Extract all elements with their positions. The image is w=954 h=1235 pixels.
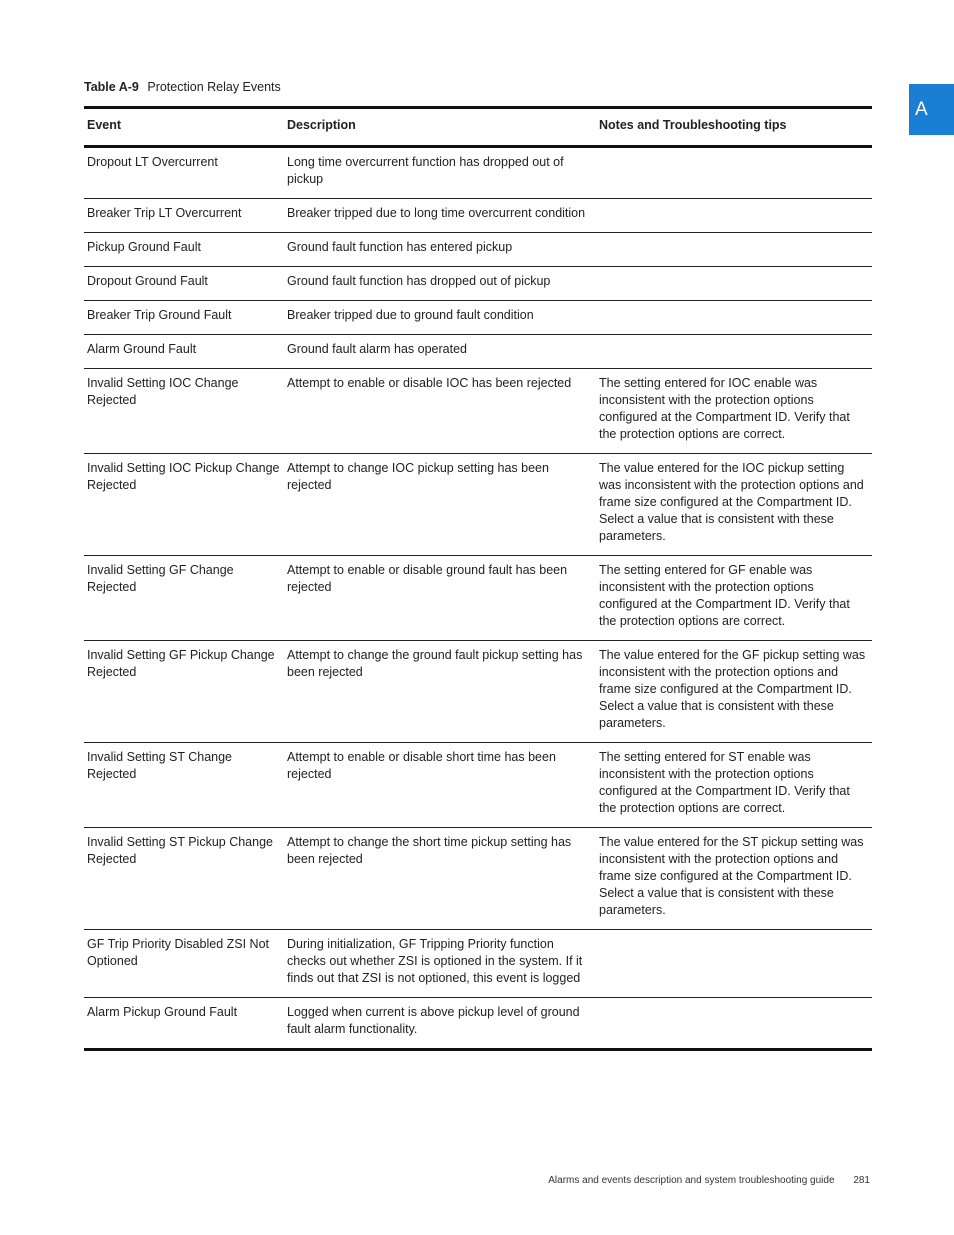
event-cell: Breaker Trip LT Overcurrent xyxy=(84,199,284,233)
notes-cell xyxy=(596,233,872,267)
event-cell: Invalid Setting ST Pickup Change Rejected xyxy=(84,828,284,930)
table-body xyxy=(84,147,872,1050)
table-header xyxy=(84,108,872,147)
description-cell: During initialization, GF Tripping Priority function checks out whether ZSI is optioned in the system. If it finds out that ZSI is not optioned, this event is logged xyxy=(284,930,596,998)
table-header-row xyxy=(84,108,872,147)
protection-relay-events-table xyxy=(84,106,872,1051)
event-cell: Invalid Setting IOC Change Rejected xyxy=(84,369,284,454)
event-cell: Invalid Setting IOC Pickup Change Rejected xyxy=(84,454,284,556)
notes-cell xyxy=(596,335,872,369)
description-cell: Attempt to change the short time pickup setting has been rejected xyxy=(284,828,596,930)
table-caption-title: Protection Relay Events xyxy=(147,80,281,94)
notes-cell xyxy=(596,147,872,199)
column-header-event: Event xyxy=(84,108,284,147)
notes-cell: The value entered for the GF pickup setting was inconsistent with the protection options and frame size configured at the Compartment ID. Select a value that is consistent with these parameters. xyxy=(596,641,872,743)
event-cell: Pickup Ground Fault xyxy=(84,233,284,267)
table-row xyxy=(84,641,872,743)
table-row xyxy=(84,233,872,267)
notes-cell: The setting entered for ST enable was inconsistent with the protection options configured at the Compartment ID. Verify that the protection options are correct. xyxy=(596,743,872,828)
table-row xyxy=(84,556,872,641)
column-header-notes: Notes and Troubleshooting tips xyxy=(596,108,872,147)
table-caption xyxy=(84,80,281,94)
table-caption-label: Table A-9 xyxy=(84,80,139,94)
event-cell: Dropout LT Overcurrent xyxy=(84,147,284,199)
table-row xyxy=(84,828,872,930)
appendix-tab-letter: A xyxy=(915,99,928,120)
notes-cell: The value entered for the ST pickup setting was inconsistent with the protection options and frame size configured at the Compartment ID. Select a value that is consistent with these parameters. xyxy=(596,828,872,930)
description-cell: Ground fault function has dropped out of pickup xyxy=(284,267,596,301)
event-cell: Invalid Setting GF Pickup Change Rejected xyxy=(84,641,284,743)
description-cell: Ground fault alarm has operated xyxy=(284,335,596,369)
event-cell: Alarm Pickup Ground Fault xyxy=(84,998,284,1050)
description-cell: Breaker tripped due to long time overcurrent condition xyxy=(284,199,596,233)
notes-cell: The setting entered for IOC enable was inconsistent with the protection options configured at the Compartment ID. Verify that the protection options are correct. xyxy=(596,369,872,454)
notes-cell xyxy=(596,930,872,998)
event-cell: Invalid Setting ST Change Rejected xyxy=(84,743,284,828)
event-cell: Invalid Setting GF Change Rejected xyxy=(84,556,284,641)
page-footer xyxy=(548,1175,870,1186)
description-cell: Long time overcurrent function has dropped out of pickup xyxy=(284,147,596,199)
column-header-description: Description xyxy=(284,108,596,147)
table-row xyxy=(84,147,872,199)
table-row xyxy=(84,369,872,454)
description-cell: Attempt to enable or disable short time has been rejected xyxy=(284,743,596,828)
notes-cell xyxy=(596,199,872,233)
notes-cell xyxy=(596,998,872,1050)
event-cell: Alarm Ground Fault xyxy=(84,335,284,369)
description-cell: Breaker tripped due to ground fault condition xyxy=(284,301,596,335)
description-cell: Attempt to enable or disable ground fault has been rejected xyxy=(284,556,596,641)
table-row xyxy=(84,301,872,335)
description-cell: Attempt to change IOC pickup setting has been rejected xyxy=(284,454,596,556)
description-cell: Ground fault function has entered pickup xyxy=(284,233,596,267)
event-cell: GF Trip Priority Disabled ZSI Not Optioned xyxy=(84,930,284,998)
notes-cell: The value entered for the IOC pickup setting was inconsistent with the protection options and frame size configured at the Compartment ID. Select a value that is consistent with these parameters. xyxy=(596,454,872,556)
table-row xyxy=(84,199,872,233)
table-row xyxy=(84,454,872,556)
table-row xyxy=(84,998,872,1050)
description-cell: Attempt to change the ground fault pickup setting has been rejected xyxy=(284,641,596,743)
appendix-tab xyxy=(909,84,954,135)
event-cell: Breaker Trip Ground Fault xyxy=(84,301,284,335)
table-row xyxy=(84,743,872,828)
table-row xyxy=(84,335,872,369)
notes-cell xyxy=(596,301,872,335)
footer-guide-title: Alarms and events description and system troubleshooting guide xyxy=(548,1175,835,1186)
notes-cell: The setting entered for GF enable was inconsistent with the protection options configured at the Compartment ID. Verify that the protection options are correct. xyxy=(596,556,872,641)
notes-cell xyxy=(596,267,872,301)
event-cell: Dropout Ground Fault xyxy=(84,267,284,301)
description-cell: Attempt to enable or disable IOC has been rejected xyxy=(284,369,596,454)
table-row xyxy=(84,930,872,998)
page-number: 281 xyxy=(853,1175,870,1186)
description-cell: Logged when current is above pickup level of ground fault alarm functionality. xyxy=(284,998,596,1050)
table-row xyxy=(84,267,872,301)
